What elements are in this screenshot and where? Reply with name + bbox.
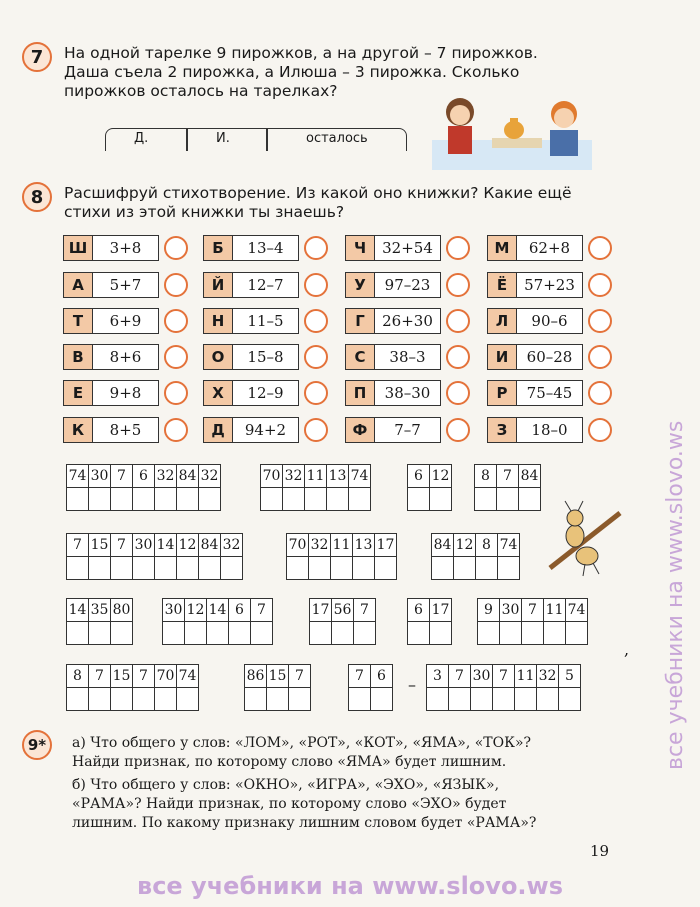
task-9-line: б) Что общего у слов: «ОКНО», «ИГРА», «ЭХО», «ЯЗЫК», [72,777,500,793]
grid-number-cell: 7 [349,665,371,688]
grid-number-cell: 11 [515,665,537,688]
grid-number-cell: 56 [332,599,354,622]
grid-number-cell: 13 [327,465,349,488]
grid-letter-cell[interactable] [133,488,155,511]
grid-number-cell: 8 [476,534,498,557]
grid-number-cell: 74 [349,465,371,488]
grid-letter-cell[interactable] [427,688,449,711]
grid-number-cell: 35 [89,599,111,622]
answer-circle[interactable] [304,418,328,442]
grid-letter-cell[interactable] [353,557,375,580]
bottom-watermark: все учебники на www.slovo.ws [137,872,563,900]
answer-circle[interactable] [164,236,188,260]
grid-number-cell: 12 [430,465,452,488]
answer-grid [244,664,311,711]
cipher-entry [63,271,188,299]
grid-number-cell: 84 [177,465,199,488]
answer-circle[interactable] [446,381,470,405]
scheme-label-i: И. [216,131,230,146]
grid-letter-cell[interactable] [89,557,111,580]
grid-number-cell: 3 [427,665,449,688]
grid-number-cell: 7 [133,665,155,688]
grid-letter-cell[interactable] [89,688,111,711]
grid-number-cell: 17 [310,599,332,622]
task-9-line: «РАМА»? Найди признак, по которому слово «ЭХО» будет [72,796,507,812]
cipher-expression: 94+2 [233,417,299,443]
cipher-expression: 38–3 [375,344,441,370]
grid-number-cell: 80 [111,599,133,622]
grid-number-cell: 7 [67,534,89,557]
grid-letter-cell[interactable] [199,557,221,580]
grid-letter-cell[interactable] [408,488,430,511]
grid-number-cell: 12 [185,599,207,622]
cipher-entry [203,234,328,262]
cipher-letter: Ч [345,235,375,261]
grid-letter-cell[interactable] [221,557,243,580]
grid-letter-cell[interactable] [349,688,371,711]
grid-letter-cell[interactable] [327,488,349,511]
answer-grid [260,464,371,511]
cipher-entry [63,416,188,444]
grid-number-cell: 74 [177,665,199,688]
grid-letter-cell[interactable] [111,488,133,511]
grid-number-cell: 12 [454,534,476,557]
answer-circle[interactable] [304,345,328,369]
cipher-entry [345,379,470,407]
grid-number-cell: 30 [500,599,522,622]
cipher-letter: Ё [487,272,517,298]
answer-grid [474,464,541,511]
grid-letter-cell[interactable] [111,688,133,711]
grid-letter-cell[interactable] [500,622,522,645]
grid-letter-cell[interactable] [519,488,541,511]
grid-letter-cell[interactable] [177,688,199,711]
answer-grid [431,533,520,580]
answer-circle[interactable] [446,273,470,297]
grid-number-cell: 8 [67,665,89,688]
grid-letter-cell[interactable] [522,622,544,645]
grid-letter-cell[interactable] [287,557,309,580]
answer-circle[interactable] [588,381,612,405]
kids-tea-illustration [432,90,592,170]
grid-letter-cell[interactable] [155,557,177,580]
answer-circle[interactable] [446,236,470,260]
grid-number-cell: 7 [449,665,471,688]
cipher-letter: А [63,272,93,298]
cipher-letter: З [487,417,517,443]
task-9-text [72,734,536,833]
task-9-line: лишним. По какому признаку лишним словом будет «РАМА»? [72,815,537,831]
grid-number-cell: 70 [155,665,177,688]
cipher-expression: 8+6 [93,344,159,370]
grid-letter-cell[interactable] [289,688,311,711]
cipher-expression: 5+7 [93,272,159,298]
grid-letter-cell[interactable] [163,622,185,645]
cipher-entry [203,379,328,407]
grid-letter-cell[interactable] [177,488,199,511]
cipher-letter: М [487,235,517,261]
grid-letter-cell[interactable] [498,557,520,580]
cipher-letter: Х [203,380,233,406]
grid-number-cell: 74 [566,599,588,622]
grid-number-cell: 8 [475,465,497,488]
answer-circle[interactable] [164,273,188,297]
side-watermark-text: все учебники на www.slovo.ws [663,420,688,770]
grid-number-cell: 30 [163,599,185,622]
page-number: 19 [590,842,610,860]
cipher-entry [487,234,612,262]
scheme-label-d: Д. [134,131,149,146]
grid-number-cell: 5 [559,665,581,688]
answer-grid [66,598,133,645]
answer-grid [66,464,221,511]
cipher-entry [63,379,188,407]
grid-letter-cell[interactable] [371,688,393,711]
grid-letter-cell[interactable] [89,622,111,645]
grid-number-cell: 84 [519,465,541,488]
cipher-entry [203,343,328,371]
grid-number-cell: 7 [251,599,273,622]
grid-number-cell: 11 [544,599,566,622]
grid-letter-cell[interactable] [177,557,199,580]
grid-number-cell: 14 [67,599,89,622]
grid-letter-cell[interactable] [267,688,289,711]
grid-number-cell: 6 [371,665,393,688]
cipher-expression: 62+8 [517,235,583,261]
grid-letter-cell[interactable] [67,557,89,580]
grid-letter-cell[interactable] [261,488,283,511]
grid-letter-cell[interactable] [475,488,497,511]
grid-letter-cell[interactable] [375,557,397,580]
grid-letter-cell[interactable] [155,688,177,711]
grid-letter-cell[interactable] [207,622,229,645]
grid-number-cell: 32 [155,465,177,488]
task-8-line: стихи из этой книжки ты знаешь? [64,203,345,221]
task-7-line: пирожков осталось на тарелках? [64,82,338,100]
ant-with-flute-illustration [545,498,625,578]
answer-circle[interactable] [164,309,188,333]
cipher-entry [203,307,328,335]
cipher-letter: С [345,344,375,370]
answer-circle[interactable] [164,381,188,405]
grid-letter-cell[interactable] [430,488,452,511]
cipher-letter: В [63,344,93,370]
cipher-entry [487,379,612,407]
grid-number-cell: 84 [199,534,221,557]
cipher-entry [345,307,470,335]
task-8-badge: 8 [22,182,52,212]
grid-number-cell: 74 [498,534,520,557]
grid-number-cell: 32 [199,465,221,488]
grid-number-cell: 15 [267,665,289,688]
answer-circle[interactable] [588,418,612,442]
grid-number-cell: 15 [111,665,133,688]
scheme-label-left: осталось [306,131,368,146]
cipher-expression: 15–8 [233,344,299,370]
cipher-expression: 60–28 [517,344,583,370]
task-8-line: Расшифруй стихотворение. Из какой оно книжки? Какие ещё [64,184,572,202]
cipher-entry [487,307,612,335]
grid-number-cell: 7 [89,665,111,688]
grid-letter-cell[interactable] [566,622,588,645]
grid-letter-cell[interactable] [111,622,133,645]
cipher-expression: 8+5 [93,417,159,443]
cipher-entry [63,307,188,335]
cipher-letter: У [345,272,375,298]
answer-grid [66,664,199,711]
grid-number-cell: 32 [309,534,331,557]
cipher-entry [203,416,328,444]
answer-grid [309,598,376,645]
grid-number-cell: 86 [245,665,267,688]
task-7-badge: 7 [22,42,52,72]
cipher-letter: Г [345,308,375,334]
grid-letter-cell[interactable] [430,622,452,645]
grid-letter-cell[interactable] [408,622,430,645]
grid-letter-cell[interactable] [229,622,251,645]
grid-number-cell: 30 [89,465,111,488]
answer-circle[interactable] [588,345,612,369]
cipher-entry [487,416,612,444]
grid-letter-cell[interactable] [476,557,498,580]
answer-circle[interactable] [588,273,612,297]
cipher-letter: Е [63,380,93,406]
grid-number-cell: 30 [471,665,493,688]
grid-number-cell: 17 [375,534,397,557]
cipher-entry [487,343,612,371]
grid-letter-cell[interactable] [331,557,353,580]
grid-letter-cell[interactable] [471,688,493,711]
grid-letter-cell[interactable] [89,488,111,511]
grid-number-cell: 32 [221,534,243,557]
scheme-tick [186,129,188,151]
grid-number-cell: 70 [261,465,283,488]
answer-circle[interactable] [588,309,612,333]
answer-circle[interactable] [304,381,328,405]
cipher-letter: И [487,344,517,370]
grid-number-cell: 6 [408,465,430,488]
cipher-expression: 12–9 [233,380,299,406]
scheme-tick [266,129,268,151]
grid-letter-cell[interactable] [133,557,155,580]
grid-letter-cell[interactable] [354,622,376,645]
task-9-line: Найди признак, по которому слово «ЯМА» будет лишним. [72,754,507,770]
cipher-expression: 13–4 [233,235,299,261]
grid-number-cell: 13 [353,534,375,557]
grid-letter-cell[interactable] [515,688,537,711]
cipher-letter: Ш [63,235,93,261]
cipher-expression: 97–23 [375,272,441,298]
cipher-expression: 11–5 [233,308,299,334]
grid-number-cell: 11 [331,534,353,557]
grid-letter-cell[interactable] [559,688,581,711]
grid-letter-cell[interactable] [497,488,519,511]
grid-number-cell: 6 [229,599,251,622]
task-7-scheme [105,128,407,151]
cipher-expression: 90–6 [517,308,583,334]
grid-letter-cell[interactable] [309,557,331,580]
cipher-entry [487,271,612,299]
answer-grid [286,533,397,580]
cipher-letter: П [345,380,375,406]
grid-letter-cell[interactable] [305,488,327,511]
cipher-expression: 32+54 [375,235,441,261]
grid-number-cell: 7 [289,665,311,688]
cipher-letter: Й [203,272,233,298]
cipher-letter: Т [63,308,93,334]
cipher-expression: 12–7 [233,272,299,298]
grid-number-cell: 9 [478,599,500,622]
cipher-entry [345,234,470,262]
answer-grid [162,598,273,645]
cipher-expression: 18–0 [517,417,583,443]
answer-circle[interactable] [304,309,328,333]
cipher-entry [203,271,328,299]
cipher-entry [345,416,470,444]
grid-letter-cell[interactable] [432,557,454,580]
grid-number-cell: 32 [283,465,305,488]
answer-grid [477,598,588,645]
answer-grid [407,598,452,645]
grid-number-cell: 15 [89,534,111,557]
cipher-letter: О [203,344,233,370]
grid-comma: , [624,640,630,659]
cipher-entry [63,343,188,371]
cipher-letter: Р [487,380,517,406]
answer-grid [66,533,243,580]
grid-letter-cell[interactable] [454,557,476,580]
grid-letter-cell[interactable] [251,622,273,645]
grid-letter-cell[interactable] [544,622,566,645]
cipher-expression: 26+30 [375,308,441,334]
grid-letter-cell[interactable] [332,622,354,645]
grid-number-cell: 12 [177,534,199,557]
grid-letter-cell[interactable] [310,622,332,645]
grid-letter-cell[interactable] [493,688,515,711]
grid-letter-cell[interactable] [283,488,305,511]
answer-circle[interactable] [446,345,470,369]
cipher-letter: Л [487,308,517,334]
answer-grid [426,664,581,711]
answer-circle[interactable] [446,309,470,333]
grid-letter-cell[interactable] [245,688,267,711]
cipher-expression: 75–45 [517,380,583,406]
answer-circle[interactable] [164,418,188,442]
cipher-entry [63,234,188,262]
grid-number-cell: 7 [497,465,519,488]
grid-letter-cell[interactable] [478,622,500,645]
side-watermark [660,120,690,780]
grid-number-cell: 7 [111,534,133,557]
task-9-badge: 9* [22,730,52,760]
grid-number-cell: 7 [354,599,376,622]
cipher-letter: Д [203,417,233,443]
grid-letter-cell[interactable] [155,488,177,511]
cipher-expression: 57+23 [517,272,583,298]
grid-letter-cell[interactable] [185,622,207,645]
grid-letter-cell[interactable] [449,688,471,711]
grid-number-cell: 11 [305,465,327,488]
task-7-line: Даша съела 2 пирожка, а Илюша – 3 пирожка. Сколько [64,63,520,81]
grid-number-cell: 17 [430,599,452,622]
cipher-expression: 3+8 [93,235,159,261]
answer-circle[interactable] [304,236,328,260]
grid-number-cell: 30 [133,534,155,557]
grid-number-cell: 14 [207,599,229,622]
answer-circle[interactable] [588,236,612,260]
grid-letter-cell[interactable] [133,688,155,711]
grid-number-cell: 14 [155,534,177,557]
grid-letter-cell[interactable] [67,622,89,645]
cipher-expression: 7–7 [375,417,441,443]
answer-grid [407,464,452,511]
grid-number-cell: 70 [287,534,309,557]
answer-circle[interactable] [304,273,328,297]
cipher-expression: 6+9 [93,308,159,334]
grid-letter-cell[interactable] [67,488,89,511]
cipher-expression: 9+8 [93,380,159,406]
grid-letter-cell[interactable] [111,557,133,580]
grid-number-cell: 32 [537,665,559,688]
cipher-letter: К [63,417,93,443]
cipher-letter: Б [203,235,233,261]
task-8-text [64,184,571,222]
task-9-line: а) Что общего у слов: «ЛОМ», «РОТ», «КОТ», «ЯМА», «ТОК»? [72,735,532,751]
cipher-letter: Н [203,308,233,334]
task-7-line: На одной тарелке 9 пирожков, а на другой – 7 пирожков. [64,44,538,62]
answer-grid [348,664,393,711]
cipher-entry [345,343,470,371]
grid-letter-cell[interactable] [67,688,89,711]
grid-number-cell: 7 [111,465,133,488]
grid-number-cell: 74 [67,465,89,488]
cipher-letter: Ф [345,417,375,443]
cipher-entry [345,271,470,299]
grid-letter-cell[interactable] [349,488,371,511]
grid-number-cell: 6 [133,465,155,488]
grid-letter-cell[interactable] [537,688,559,711]
grid-number-cell: 6 [408,599,430,622]
grid-number-cell: 84 [432,534,454,557]
answer-circle[interactable] [164,345,188,369]
grid-dash: – [408,675,416,694]
answer-circle[interactable] [446,418,470,442]
cipher-expression: 38–30 [375,380,441,406]
grid-letter-cell[interactable] [199,488,221,511]
grid-number-cell: 7 [493,665,515,688]
grid-number-cell: 7 [522,599,544,622]
